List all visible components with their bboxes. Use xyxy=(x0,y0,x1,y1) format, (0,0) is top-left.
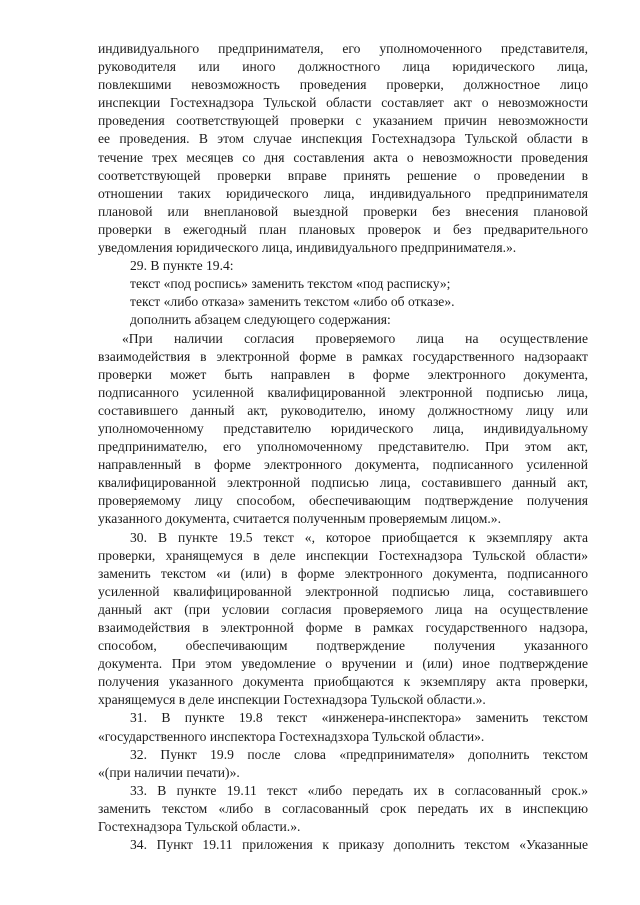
text-line: документа. При этом уведомление о вручении и (или) иное подтверждение xyxy=(98,656,588,672)
item-29-heading: 29. В пункте 19.4: xyxy=(130,258,234,274)
text-line: получения указанного документа приобщаются к экземпляру акта проверки, xyxy=(98,674,588,690)
text-line: «(при наличии печати)». xyxy=(98,764,240,780)
text-line: отношении таких юридического лица, индивидуального предпринимателя xyxy=(98,185,588,201)
text-line: инспекции Гостехнадзора Тульской области составляет акт о невозможности xyxy=(98,95,588,111)
quote-start-line: «При наличии согласия проверяемого лица на осуществление xyxy=(122,330,588,346)
text-line: проведения соответствующей проверки с указанием причин невозможности xyxy=(98,113,588,129)
text-line: данный акт (при условии согласия проверяемого лица на осуществление xyxy=(98,601,588,617)
document-body xyxy=(98,40,588,854)
text-line: взаимодействия в электронной форме в рамках государственного надзора, xyxy=(98,620,588,635)
item-31-first-line: 31. В пункте 19.8 текст «инженера-инспектора» заменить текстом xyxy=(130,710,588,726)
text-line: течение трех месяцев со дня составления акта о невозможности проведения xyxy=(98,149,588,165)
text-line: хранящемуся в деле инспекции Гостехнадзора Тульской области.». xyxy=(98,692,486,708)
text-line: соответствующей проверки вправе принять решение о проведении в xyxy=(98,167,588,183)
text-line: составившего данный акт, руководителю, иному должностному лицу или xyxy=(98,402,588,418)
text-line: индивидуального предпринимателя, его уполномоченного представителя, xyxy=(98,41,588,56)
text-line: повлекшими невозможность проведения проверки, должностное лицо xyxy=(98,77,588,93)
text-line: проверки может быть направлен в форме электронного документа, xyxy=(98,366,588,382)
text-line: уполномоченному представителю юридического лица, индивидуальному xyxy=(98,420,588,436)
text-line: способом, обеспечивающим подтверждение получения указанного xyxy=(98,638,588,654)
text-line: руководителя или иного должностного лица юридического лица, xyxy=(98,59,588,75)
text-line: проверки, хранящемуся в деле инспекции Гостехнадзора Тульской области» xyxy=(98,547,588,563)
text-line: указанного документа, считается полученным проверяемым лицом.». xyxy=(98,511,501,527)
text-line: заменить текстом «либо в согласованный срок передать их в инспекцию xyxy=(98,800,588,816)
text-line: текст «под роспись» заменить текстом «под расписку»; xyxy=(130,276,451,292)
text-line: уведомления юридического лица, индивидуального предпринимателя.». xyxy=(98,240,517,256)
text-line: направленный в форме электронного документа, подписанного усиленной xyxy=(98,457,588,473)
text-line: плановой или внеплановой выездной проверки без внесения плановой xyxy=(98,203,588,219)
text-line: проверяемому лицу способом, обеспечивающим подтверждение получения xyxy=(98,493,588,509)
text-line: предпринимателю, его уполномоченному представителю. При этом акт, xyxy=(98,439,588,455)
text-line: квалифицированной электронной подписью лица, составившего данный акт, xyxy=(98,475,588,491)
text-line: Гостехнадзора Тульской области.». xyxy=(98,819,301,835)
text-line: «государственного инспектора Гостехнадзхора Тульской области». xyxy=(98,728,485,744)
item-34-first-line: 34. Пункт 19.11 приложения к приказу дополнить текстом «Указанные xyxy=(130,837,588,853)
text-line: взаимодействия в электронной форме в рамках государственного надзораакт xyxy=(98,348,588,364)
text-line: ее проведения. В этом случае инспекция Гостехнадзора Тульской области в xyxy=(98,131,588,147)
text-line: текст «либо отказа» заменить текстом «либо об отказе». xyxy=(130,294,455,310)
text-line: усиленной квалифицированной электронной подписью лица, составившего xyxy=(98,583,588,599)
item-33-first-line: 33. В пункте 19.11 текст «либо передать их в согласованный срок.» xyxy=(130,782,588,798)
item-30-first-line: 30. В пункте 19.5 текст «, которое приобщается к экземпляру акта xyxy=(130,529,588,545)
text-line: дополнить абзацем следующего содержания: xyxy=(130,312,391,328)
text-line: заменить текстом «и (или) в форме электронного документа, подписанного xyxy=(98,565,588,581)
text-line: подписанного усиленной квалифицированной электронной подписью лица, xyxy=(98,384,588,400)
text-line: проверки в ежегодный план плановых проверок и без предварительного xyxy=(98,221,588,237)
item-32-first-line: 32. Пункт 19.9 после слова «предпринимателя» дополнить текстом xyxy=(130,746,588,762)
